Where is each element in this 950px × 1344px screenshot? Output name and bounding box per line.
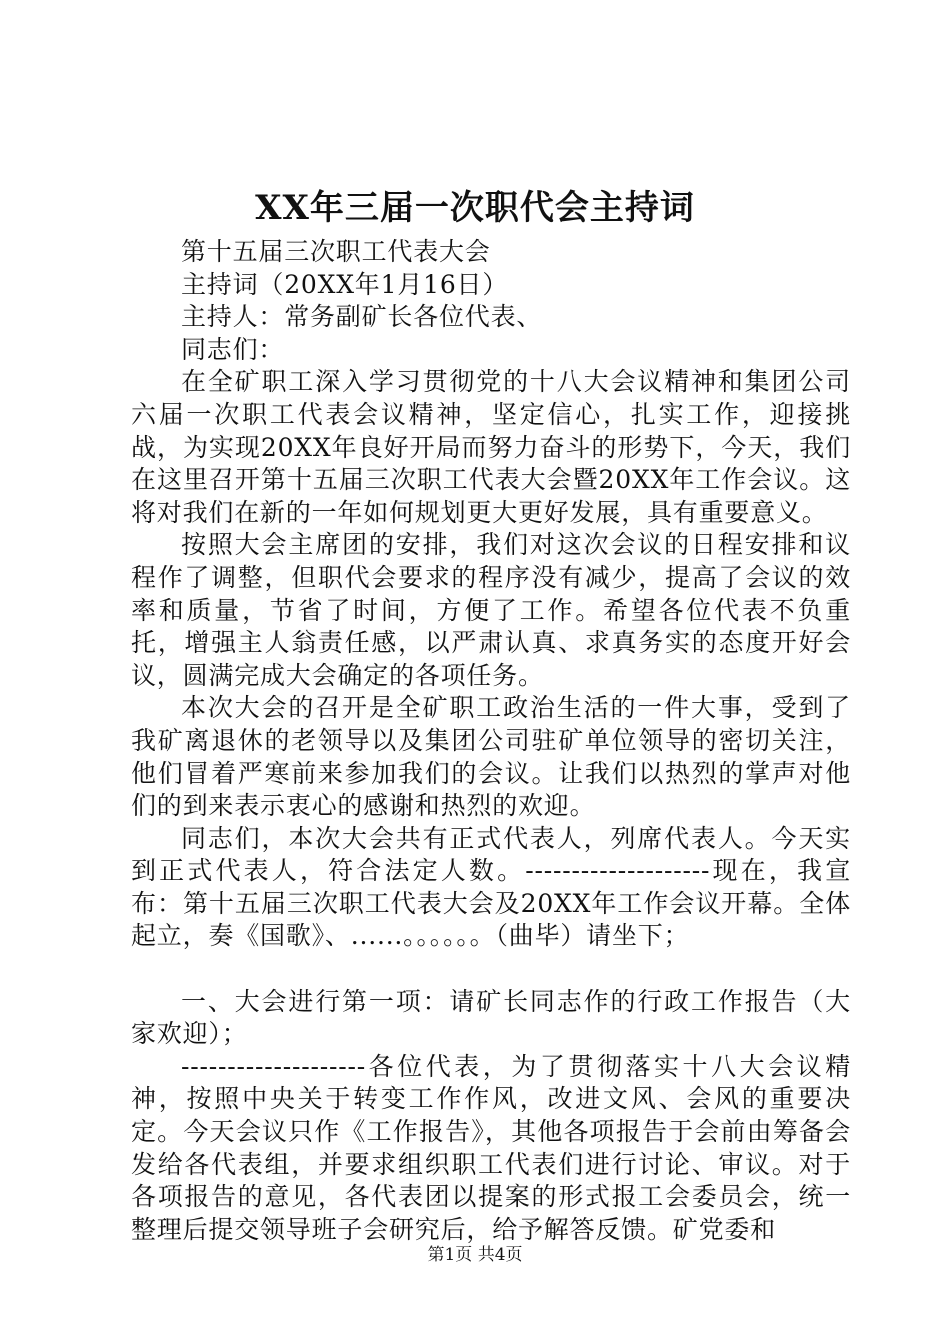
document-body <box>131 236 851 1246</box>
body-paragraph: --------------------各位代表，为了贯彻落实十八大会议精神，按照中央关于转变工作作风，改进文风、会风的重要决定。今天会议只作《工作报告》，其他各项报告于会前由筹备会发给各代表组，并要求组织职工代表们进行讨论、审议。对于各项报告的意见，各代表团以提案的形式报工会委员会，统一整理后提交领导班子会研究后，给予解答反馈。矿党委和 <box>131 1051 851 1244</box>
body-paragraph: 在全矿职工深入学习贯彻党的十八大会议精神和集团公司六届一次职工代表会议精神，坚定信心，扎实工作，迎接挑战，为实现20XX年良好开局而努力奋斗的形势下，今天，我们在这里召开第十五届三次职工代表大会暨20XX年工作会议。这将对我们在新的一年如何规划更大更好发展，具有重要意义。 <box>131 367 851 527</box>
meeting-name-line: 第十五届三次职工代表大会 <box>181 237 491 266</box>
host-line: 主持人：常务副矿长各位代表、 <box>181 302 543 332</box>
page-number: 第1页 共4页 <box>427 1245 523 1265</box>
body-paragraph: 本次大会的召开是全矿职工政治生活的一件大事，受到了我矿离退休的老领导以及集团公司驻矿单位领导的密切关注，他们冒着严寒前来参加我们的会议。让我们以热烈的掌声对他们的到来表示衷心的感谢和热烈的欢迎。 <box>131 693 851 821</box>
document-title: XX年三届一次职代会主持词 <box>255 188 695 228</box>
body-paragraph: 同志们，本次大会共有正式代表人，列席代表人。今天实到正式代表人，符合法定人数。--------------------现在，我宣布：第十五届三次职工代表大会及20XX年工作会议开幕。全体起立，奏《国歌》、......。。。。。。（曲毕）请坐下； <box>131 823 851 951</box>
body-paragraph: 按照大会主席团的安排，我们对这次会议的日程安排和议程作了调整，但职代会要求的程序没有减少，提高了会议的效率和质量，节省了时间，方便了工作。希望各位代表不负重托，增强主人翁责任感，以严肃认真、求真务实的态度开好会议，圆满完成大会确定的各项任务。 <box>131 530 851 690</box>
agenda-item: 一、大会进行第一项：请矿长同志作的行政工作报告（大家欢迎）； <box>131 986 851 1049</box>
salutation-line: 同志们： <box>181 334 285 364</box>
speech-date-line: 主持词（20XX年1月16日） <box>181 269 509 299</box>
